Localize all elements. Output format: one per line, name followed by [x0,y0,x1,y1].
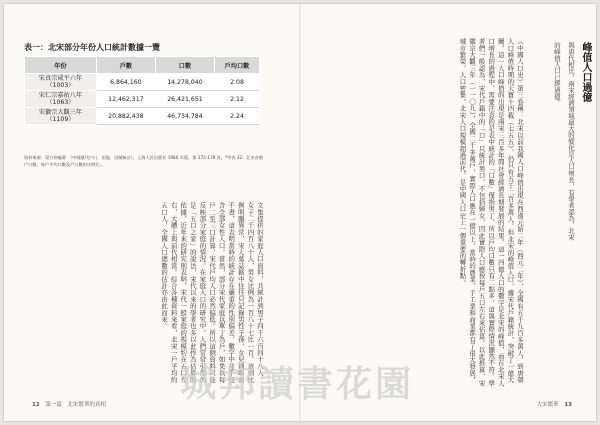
row-year: 宋真宗咸平六年 （1003） [25,74,97,91]
left-running-title: 第一篇 北宋繁華的真相 [45,402,106,408]
left-page-number: 12 [32,402,40,408]
source-note: 資料來源：梁方仲編著：《中國歷代戶口、田地、田賦統計》，上海人民出版社 1980 年版，第 172-178 頁。*甲表 32：北宋各朝戶口數，每戶平均口數及戶口數的年增比」。 [24,155,264,167]
row-households: 6,864,160 [96,74,155,91]
table-row [25,108,260,125]
table-header: 戶數 [96,57,155,74]
row-population: 14,278,040 [155,74,214,91]
row-households: 12,462,317 [96,91,155,108]
watermark: 城邦讀書花園 [180,364,415,405]
row-average: 2.08 [215,74,260,91]
left-body-text: 文集提供的家庭人口資料，共統計到男子四千六百四十八人，女子二千四百八十人，男女比例為一百八十七比一百。這個比例明顯異常，宋人墓誌銘中往往只記錄男性子孫，女兒則略而不書，這表明當時的統計存在嚴重的性別偏差，數字中並不包含全部女性人口。當然，部分宋代家庭以單丁為戶，如果以每戶二至三口計算，宋代戶均人口必然偏低。所以這個資料只能反映部分家庭的情況。在家庭人口的研究中，人們常常引用的是「五口之家」的說法，宋代以來的學者也多以此作為估算的依據，近年來的研究則表明，宋代一般家庭的規模約在五口左右，大體上與前代相當。綜合各種資料來看，北宋一戶平均約五口人，全國人口總數的估計亦由此而來。 [160,202,264,383]
row-average: 2.24 [215,108,260,125]
right-running-title: 大宋繁華 [536,402,559,408]
left-footer [28,400,106,408]
row-year: 宋仁宗嘉祐八年 （1063） [25,91,97,108]
row-households: 20,882,438 [96,108,155,125]
right-footer [537,400,576,408]
section-title: 峰值人口過億 [580,42,591,102]
book-spread [4,4,596,421]
table-header: 口數 [155,57,214,74]
row-year: 宋徽宗大觀三年 （1109） [25,108,97,125]
row-population: 26,421,651 [155,91,214,108]
row-average: 2.12 [215,91,260,108]
table-row [25,91,260,108]
table-row [25,74,260,91]
table-header: 年份 [25,57,97,74]
table-header-row [25,57,260,74]
table-title: 表一：北宋部分年份人口統計數據一覽 [24,43,160,52]
section-header [540,42,592,242]
section-intro: 與唐代相比，兩宋經濟領域最大的變化是人口增長，有學者認為，北宋的峰值人口已經過億。 [553,42,575,241]
row-population: 46,734,784 [155,108,214,125]
right-body-text: 《中國人口史》第三卷稱：北宋以前我國人口峰值出現在西漢元始二年（西元二年），全國有五千九百多萬人，到唐朝人口峰值時期的天寶十四載（七五五），仍只有五千二百多萬人。但北宋的峰值人口，據宋代戶籍統計，突破了一億大關。這一人口峰值的出現是兩宋三百多年間社會經濟長期發展的結果。這一四億人口的數字是北宋的峰值，而在北宋人口增長的過程中，需要注意的是表中統計的「口數」僅指男丁，所以戶均口數只有二點多，這與實際情況顯然不符。學者們一般認為，宋代戶籍中的「口」只統計男口，不包括婦女，因此實際人口應按每戶五口左右來估算。以此推算，宋徽宗大觀三年（一一〇九），全國二千多萬戶，實際人口應在一億以上。當時的農業、手工業和商業都有了很大發展，城市繁榮，人口密集，北宋人口規模超過前代，是中國人口史上一個重要的轉折點。 [458,38,524,387]
right-page-number: 13 [564,402,572,408]
table-header: 戶均口數 [215,57,260,74]
population-table [24,56,260,125]
